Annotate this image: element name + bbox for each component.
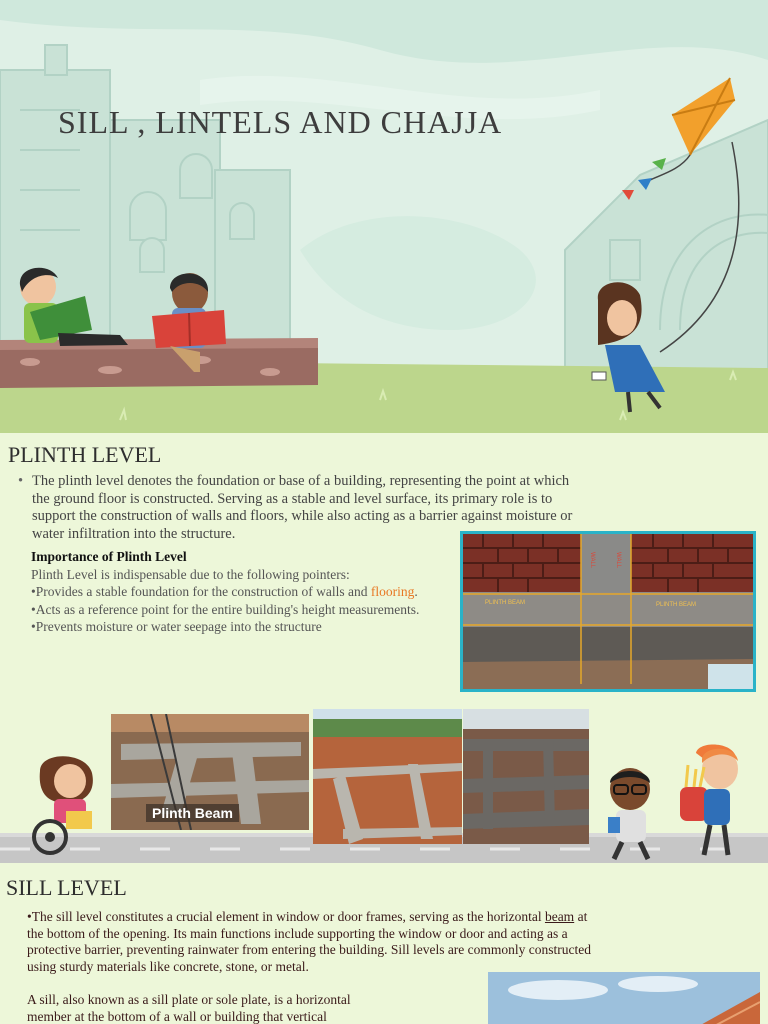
plinth-beam-photo-3 [463,709,589,844]
wheelchair-girl-icon [26,751,110,855]
page-title: SILL , LINTELS AND CHAJJA [58,104,503,140]
flooring-text: flooring [370,584,415,599]
sill-paragraph-1-start: •The sill level constitutes a crucial element in window or door frames, serving as the horizontal [27,909,545,924]
plinth-beam-image-3 [463,709,589,844]
wall-label-plinth-beam-2: PLINTH BEAM [656,602,697,608]
wall-image [463,534,753,689]
bullet-icon: • [18,473,24,489]
sill-image [488,972,760,1024]
sill-slide [0,867,768,1024]
point-1-end: . [414,584,418,599]
plinth-slide [0,433,768,867]
importance-point-1 [31,583,431,601]
plinth-beam-image-2 [313,709,462,844]
sill-paragraph-1-end: at the bottom of the opening. Its main functions include supporting the window or door and acting as a protective barrier, preventing rainwater from entering the building. Sill levels are commonly constructed using sturdy materials like concrete, stone, or metal. [27,909,592,974]
wall-label-plinth-beam-1: PLINTH BEAM [485,600,526,606]
wall-label-wall-1: WALL [589,552,595,569]
plinth-beam-caption: Plinth Beam [146,804,239,822]
sill-photo [488,972,760,1024]
plinth-definition-text: The plinth level denotes the foundation or base of a building, representing the point at which the ground floor is constructed. Serving as a stable and level surface, its primary role is to support the construction of walls and floors, while also acting as a barrier against moisture or water infiltration into the structure. [32,473,573,542]
plinth-heading: PLINTH LEVEL [8,442,162,467]
importance-title: Importance of Plinth Level [31,549,187,564]
boy-with-backpack-icon [674,743,746,859]
sill-paragraph-1 [27,909,595,975]
title-slide [0,0,768,433]
beam-link[interactable]: beam [544,909,575,924]
importance-point-2: •Acts as a reference point for the entire building's height measurements. [31,601,420,617]
buildings-right [565,120,768,370]
importance-intro: Plinth Level is indispensable due to the following pointers: [31,566,350,582]
sill-paragraph-2: A sill, also known as a sill plate or sole plate, is a horizontal member at the bottom of a wall or building that vertical [27,992,351,1024]
title-background [0,0,768,433]
boy-with-glasses-icon [604,765,662,861]
plinth-beam-photo-2 [313,709,462,844]
point-1-text: •Provides a stable foundation for the construction of walls and [31,584,371,599]
importance-point-3: •Prevents moisture or water seepage into the structure [31,619,322,634]
sill-heading: SILL LEVEL [6,875,127,900]
importance-section [31,548,431,636]
wall-label-wall-2: WALL [615,552,621,569]
plinth-wall-photo [460,531,756,692]
